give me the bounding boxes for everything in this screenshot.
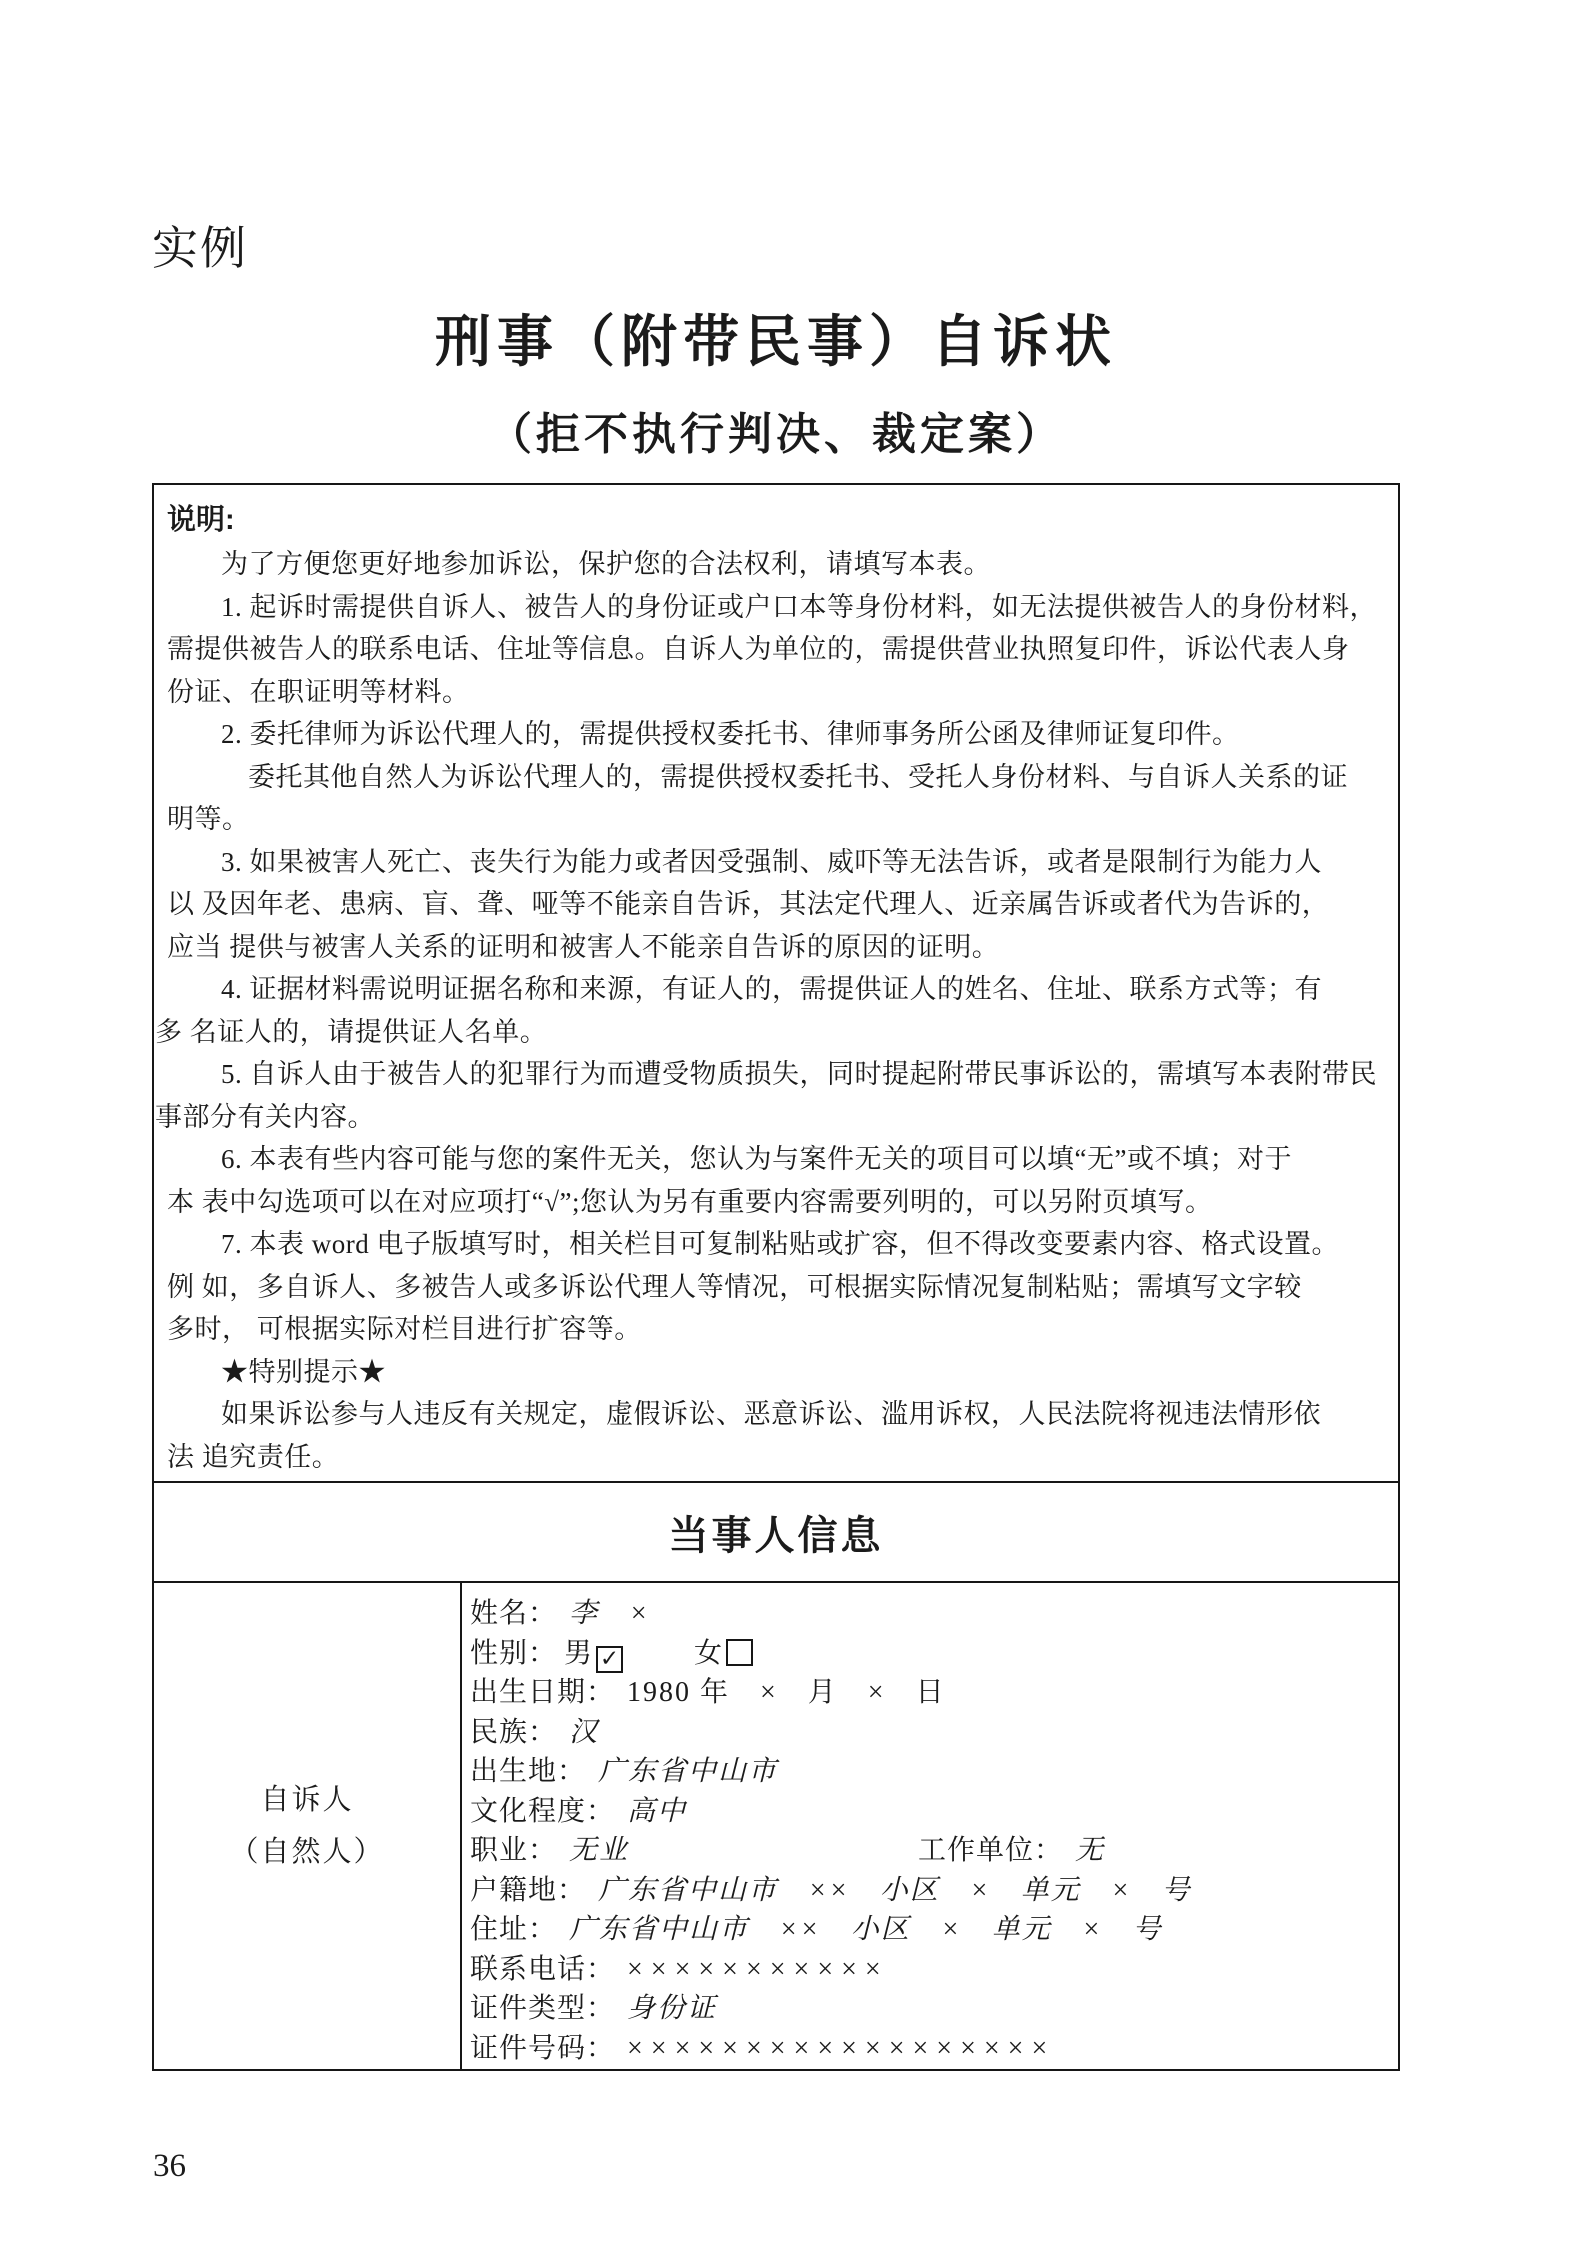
- household-value: 广东省中山市 ×× 小区 × 单元 × 号: [598, 1874, 1192, 1906]
- field-gender: [470, 1633, 1392, 1673]
- male-label: 男: [564, 1636, 594, 1668]
- gender-option-male: [564, 1633, 623, 1674]
- notice-line: 5. 自诉人由于被告人的犯罪行为而遭受物质损失，同时提起附带民事诉讼的，需填写本表附带民: [221, 1059, 1377, 1089]
- field-ethnicity: [470, 1712, 1392, 1752]
- party-role-line2: （自然人）: [229, 1836, 385, 1868]
- form-title: 刑事（附带民事）自诉状: [435, 312, 1117, 374]
- notice-line: 多 名证人的，请提供证人名单。: [155, 1016, 548, 1047]
- ethnicity-label: 民族：: [470, 1715, 558, 1747]
- field-phone: [470, 1949, 1392, 1989]
- notice-section: [154, 485, 1398, 1481]
- birthplace-value: 广东省中山市: [598, 1756, 779, 1787]
- notice-line: 6. 本表有些内容可能与您的案件无关，您认为与案件无关的项目可以填“无”或不填；对于: [221, 1144, 1292, 1174]
- female-label: 女: [694, 1636, 724, 1668]
- occupation-group: [470, 1830, 918, 1871]
- employer-label: 工作单位：: [918, 1834, 1064, 1865]
- field-birth-date: [470, 1672, 1392, 1712]
- birth-date-label: 出生日期：: [470, 1676, 616, 1707]
- notice-line: 7. 本表 word 电子版填写时，相关栏目可复制粘贴或扩容，但不得改变要素内容、格式设置。: [221, 1229, 1339, 1259]
- notice-line: 事部分有关内容。: [155, 1101, 375, 1132]
- party-role-cell: [154, 1583, 462, 2069]
- gender-option-female: [694, 1633, 753, 1674]
- notice-line: 例 如，多自诉人、多被告人或多诉讼代理人等情况，可根据实际情况复制粘贴；需填写文字较: [167, 1271, 1302, 1302]
- id-type-value: 身份证: [627, 1993, 718, 2024]
- notice-line: 需提供被告人的联系电话、住址等信息。自诉人为单位的，需提供营业执照复印件，诉讼代表人身: [167, 634, 1350, 664]
- party-role-line1: 自诉人: [260, 1784, 354, 1816]
- notice-line: 1. 起诉时需提供自诉人、被告人的身份证或户口本等身份材料，如无法提供被告人的身份材料，: [221, 591, 1377, 622]
- employer-value: 无: [1075, 1835, 1106, 1866]
- name-value: 李 ×: [569, 1598, 650, 1629]
- page-number: 36: [153, 2148, 186, 2184]
- notice-line: 多时， 可根据实际对栏目进行扩容等。: [167, 1314, 642, 1344]
- field-id-number: [470, 2028, 1392, 2068]
- field-household-registration: [470, 1870, 1392, 1910]
- field-id-type: [470, 1988, 1392, 2028]
- notice-line: 为了方便您更好地参加诉讼，保护您的合法权利，请填写本表。: [221, 549, 991, 579]
- form-box: [152, 483, 1400, 2071]
- address-value: 广东省中山市 ×× 小区 × 单元 × 号: [569, 1914, 1163, 1945]
- notice-heading: 说明:: [167, 504, 235, 536]
- party-table: [154, 1583, 1398, 2069]
- notice-line: 3. 如果被害人死亡、丧失行为能力或者因受强制、威吓等无法告诉，或者是限制行为能力人: [221, 846, 1322, 877]
- special-notice-marker: ★特别提示★: [221, 1356, 386, 1387]
- party-info-header: 当事人信息: [154, 1481, 1398, 1583]
- notice-line: 4. 证据材料需说明证据名称和来源，有证人的，需提供证人的姓名、住址、联系方式等；有: [221, 974, 1322, 1004]
- party-fields-cell: [462, 1583, 1398, 2069]
- occupation-label: 职业：: [470, 1834, 558, 1865]
- phone-value: ×××××××××××: [627, 1953, 889, 1985]
- field-address: [470, 1909, 1392, 1949]
- household-label: 户籍地：: [470, 1873, 587, 1905]
- notice-line: 本 表中勾选项可以在对应项打“√”;您认为另有重要内容需要列明的，可以另附页填写。: [167, 1186, 1213, 1217]
- field-name: [470, 1593, 1392, 1633]
- id-number-label: 证件号码：: [470, 2031, 616, 2063]
- form-subtitle: （拒不执行判决、裁定案）: [488, 410, 1064, 459]
- education-value: 高中: [627, 1795, 688, 1827]
- notice-line: 如果诉讼参与人违反有关规定，虚假诉讼、恶意诉讼、滥用诉权，人民法院将视违法情形依: [221, 1399, 1321, 1429]
- male-checkbox-checked: ✓: [596, 1646, 623, 1673]
- ethnicity-value: 汉: [569, 1716, 600, 1748]
- name-label: 姓名：: [470, 1597, 558, 1628]
- birth-date-value: 1980 年 × 月 × 日: [627, 1677, 946, 1708]
- notice-line: 份证、在职证明等材料。: [167, 676, 470, 707]
- phone-label: 联系电话：: [470, 1952, 616, 1984]
- field-occupation-employer: [470, 1830, 1392, 1870]
- notice-line: 应当 提供与被害人关系的证明和被害人不能亲自告诉的原因的证明。: [167, 931, 1000, 962]
- id-number-value: ××××××××××××××××××: [627, 2032, 1056, 2064]
- notice-line: 2. 委托律师为诉讼代理人的，需提供授权委托书、律师事务所公函及律师证复印件。: [221, 719, 1240, 749]
- corner-label: 实例: [152, 223, 248, 274]
- notice-line: 明等。: [167, 804, 250, 834]
- education-label: 文化程度：: [470, 1794, 616, 1826]
- female-checkbox-empty: [726, 1639, 753, 1666]
- field-education: [470, 1791, 1392, 1831]
- birthplace-label: 出生地：: [470, 1755, 587, 1786]
- field-birthplace: [470, 1751, 1392, 1791]
- notice-line: 法 追究责任。: [167, 1441, 340, 1472]
- notice-line: 委托其他自然人为诉讼代理人的，需提供授权委托书、受托人身份材料、与自诉人关系的证: [248, 761, 1348, 792]
- gender-label: 性别：: [470, 1636, 558, 1668]
- notice-line: 以 及因年老、患病、盲、聋、哑等不能亲自告诉，其法定代理人、近亲属告诉或者代为告诉的，: [167, 889, 1330, 919]
- address-label: 住址：: [470, 1913, 558, 1944]
- id-type-label: 证件类型：: [470, 1992, 616, 2023]
- occupation-value: 无业: [569, 1835, 630, 1866]
